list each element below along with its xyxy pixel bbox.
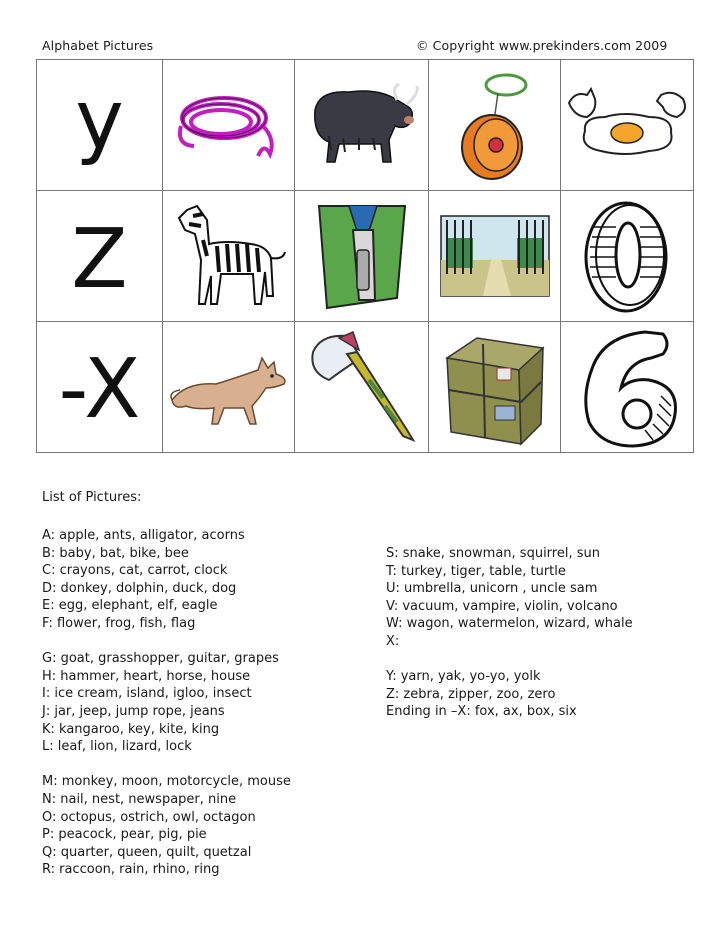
header-title: Alphabet Pictures (42, 38, 154, 53)
picture-cell (561, 191, 695, 321)
picture-cell (163, 60, 295, 190)
list-entry: G: goat, grasshopper, guitar, grapes (42, 651, 279, 667)
list-entry: P: peacock, pear, pig, pie (42, 827, 207, 843)
yo-yo-icon (450, 69, 540, 181)
list-entry: Ending in –X: fox, ax, box, six (386, 704, 577, 720)
letter-x: -X (58, 341, 141, 437)
list-title: List of Pictures: (42, 490, 142, 505)
list-entry: L: leaf, lion, lizard, lock (42, 739, 192, 755)
list-entry: V: vacuum, vampire, violin, volcano (386, 598, 618, 614)
fox-icon (166, 348, 292, 428)
list-entry: T: turkey, tiger, table, turtle (386, 563, 566, 579)
list-entry: M: monkey, moon, motorcycle, mouse (42, 774, 291, 790)
six-icon (575, 326, 681, 450)
picture-cell (295, 322, 429, 453)
ax-icon (299, 328, 425, 448)
box-icon (437, 328, 553, 448)
grid-row-x (37, 322, 693, 453)
list-left-column (42, 527, 291, 879)
list-entry: O: octopus, ostrich, owl, octagon (42, 809, 256, 825)
list-entry: N: nail, nest, newspaper, nine (42, 791, 237, 807)
zipper-icon (313, 200, 411, 312)
letter-y: y (75, 73, 124, 168)
list-entry: I: ice cream, island, igloo, insect (42, 686, 252, 702)
list-entry: K: kangaroo, key, kite, king (42, 721, 220, 737)
list-gap (42, 633, 291, 651)
list-right-column (386, 545, 633, 721)
yolk-icon (565, 87, 691, 163)
picture-cell (163, 191, 295, 321)
zero-icon (580, 197, 676, 315)
list-entry: U: umbrella, unicorn , uncle sam (386, 581, 598, 597)
picture-cell (295, 191, 429, 321)
list-gap (42, 756, 291, 774)
yarn-icon (166, 90, 292, 160)
letter-z: Z (71, 212, 128, 307)
yak-icon (299, 80, 425, 170)
letter-cell (37, 322, 163, 453)
picture-cell (429, 191, 561, 321)
list-entry: X: (386, 633, 400, 649)
grid-row-z (37, 191, 693, 322)
picture-grid (36, 59, 694, 453)
letter-cell (37, 191, 163, 321)
list-entry: Z: zebra, zipper, zoo, zero (386, 686, 556, 702)
list-gap (386, 651, 633, 669)
list-entry: R: raccoon, rain, rhino, ring (42, 862, 220, 878)
list-entry: C: crayons, cat, carrot, clock (42, 563, 228, 579)
list-entry: H: hammer, heart, horse, house (42, 668, 251, 684)
picture-cell (429, 60, 561, 190)
list-entry: Q: quarter, queen, quilt, quetzal (42, 844, 252, 860)
letter-cell (37, 60, 163, 190)
picture-cell (561, 322, 695, 453)
list-entry: Y: yarn, yak, yo-yo, yolk (386, 669, 541, 685)
list-entry: E: egg, elephant, elf, eagle (42, 598, 218, 614)
list-entry: J: jar, jeep, jump rope, jeans (42, 703, 225, 719)
picture-cell (561, 60, 695, 190)
list-entry: F: flower, frog, fish, flag (42, 615, 196, 631)
picture-cell (295, 60, 429, 190)
list-entry: A: apple, ants, alligator, acorns (42, 528, 245, 543)
picture-cell (429, 322, 561, 453)
list-entry: B: baby, bat, bike, bee (42, 545, 189, 561)
picture-cell (163, 322, 295, 453)
list-entry: S: snake, snowman, squirrel, sun (386, 546, 600, 561)
zebra-icon (167, 200, 291, 312)
header-copyright: © Copyright www.prekinders.com 2009 (416, 38, 668, 53)
list-entry: W: wagon, watermelon, wizard, whale (386, 616, 633, 632)
grid-row-y (37, 60, 693, 191)
list-entry: D: donkey, dolphin, duck, dog (42, 580, 237, 596)
zoo-icon (439, 214, 551, 298)
